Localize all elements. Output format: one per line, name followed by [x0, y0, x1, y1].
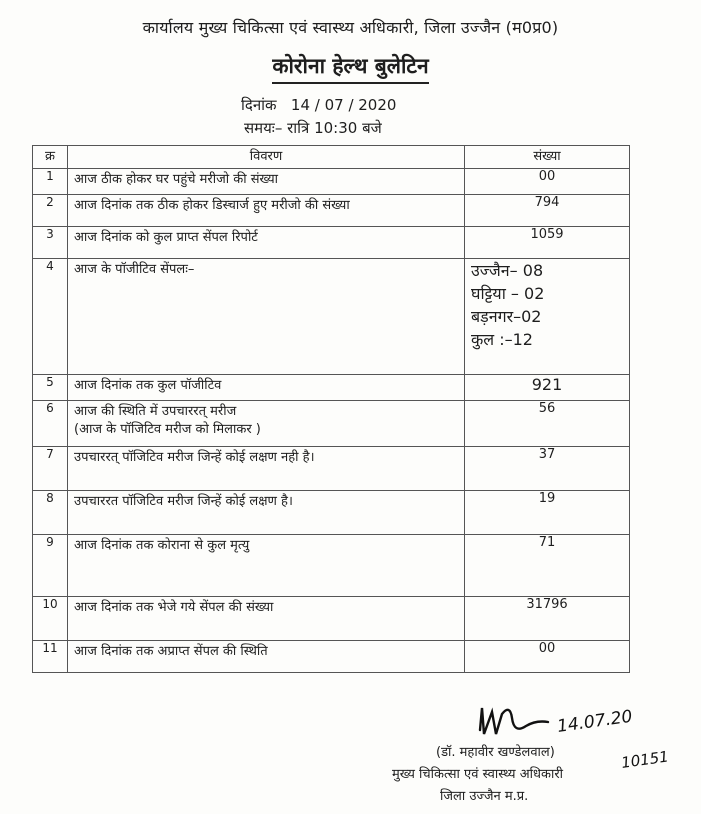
- office-header: कार्यालय मुख्य चिकित्सा एवं स्वास्थ्य अधिकारी, जिला उज्जैन (म0प्र0): [142, 18, 559, 37]
- row-desc: उपचाररत् पॉजिटिव मरीज जिन्हें कोई लक्षण नही है।: [68, 447, 465, 491]
- signature-date: 14.07.20: [555, 706, 634, 737]
- row-value: 56: [465, 401, 630, 447]
- officer-name: (डॉ. महावीर खण्डेलवाल): [436, 745, 555, 760]
- row-desc: आज की स्थिति में उपचाररत् मरीज: [74, 404, 237, 419]
- row-sn: 1: [33, 169, 68, 195]
- table-row: [33, 401, 630, 447]
- table-row: [33, 535, 630, 597]
- table-header-row: [33, 146, 630, 169]
- header-sn: क्र: [33, 146, 68, 169]
- row-value: 00: [465, 641, 630, 673]
- positive-samples-cell: [465, 259, 630, 375]
- sample-total: कुल :–12: [471, 330, 533, 349]
- date-line: [241, 95, 396, 115]
- row-sn: 6: [33, 401, 68, 447]
- row-value: 00: [465, 169, 630, 195]
- row-value: 1059: [465, 227, 630, 259]
- table-row: [33, 227, 630, 259]
- row-value: 794: [465, 195, 630, 227]
- header-desc: विवरण: [68, 146, 465, 169]
- time-label: समयः–: [244, 119, 283, 137]
- row-sn: 9: [33, 535, 68, 597]
- signature-number: 10151: [620, 747, 670, 772]
- row-desc: आज दिनांक तक ठीक होकर डिस्चार्ज हुए मरीजो की संख्या: [68, 195, 465, 227]
- table-row: [33, 597, 630, 641]
- row-sn: 7: [33, 447, 68, 491]
- row-desc: आज दिनांक तक कुल पॉजीटिव: [68, 375, 465, 401]
- row-sn: 5: [33, 375, 68, 401]
- table-row: [33, 195, 630, 227]
- date-label: दिनांक: [241, 96, 277, 114]
- sample-badnagar: बड़नगर–02: [471, 307, 542, 326]
- table-row: [33, 447, 630, 491]
- row-desc: आज दिनांक तक भेजे गये सेंपल की संख्या: [68, 597, 465, 641]
- table-row: [33, 375, 630, 401]
- row-desc: आज दिनांक तक अप्राप्त सेंपल की स्थिति: [68, 641, 465, 673]
- table-row: [33, 491, 630, 535]
- bulletin-table: [32, 145, 630, 673]
- row-sn: 3: [33, 227, 68, 259]
- row-desc-cell: [68, 401, 465, 447]
- row-value: 19: [465, 491, 630, 535]
- row-desc: आज दिनांक को कुल प्राप्त सेंपल रिपोर्ट: [68, 227, 465, 259]
- time-value: रात्रि 10:30 बजे: [287, 119, 382, 137]
- table-row: [33, 169, 630, 195]
- bulletin-title-text: कोरोना हेल्थ बुलेटिन: [272, 52, 428, 84]
- row-desc: आज के पॉजीटिव सेंपलः–: [68, 259, 465, 375]
- officer-location: जिला उज्जैन म.प्र.: [440, 789, 529, 804]
- sample-ghattiya: घट्टिया – 02: [471, 284, 545, 303]
- row-sn: 11: [33, 641, 68, 673]
- row-sn: 4: [33, 259, 68, 375]
- table-row: [33, 259, 630, 375]
- time-line: [244, 118, 382, 138]
- header-value: संख्या: [465, 146, 630, 169]
- row-value: 71: [465, 535, 630, 597]
- row-sn: 2: [33, 195, 68, 227]
- row-desc: उपचाररत पॉजिटिव मरीज जिन्हें कोई लक्षण है।: [68, 491, 465, 535]
- row-value: 921: [465, 375, 630, 401]
- bulletin-title: [0, 52, 701, 84]
- officer-designation: मुख्य चिकित्सा एवं स्वास्थ्य अधिकारी: [392, 767, 564, 782]
- row-value: 37: [465, 447, 630, 491]
- row-desc: आज दिनांक तक कोराना से कुल मृत्यु: [68, 535, 465, 597]
- row-sn: 10: [33, 597, 68, 641]
- table-row: [33, 641, 630, 673]
- row-value: 31796: [465, 597, 630, 641]
- row-desc: आज ठीक होकर घर पहुंचे मरीजो की संख्या: [68, 169, 465, 195]
- date-value: 14 / 07 / 2020: [290, 96, 397, 114]
- row-desc-note: (आज के पॉजिटिव मरीज को मिलाकर ): [74, 422, 261, 437]
- row-sn: 8: [33, 491, 68, 535]
- sample-ujjain: उज्जैन– 08: [471, 261, 544, 280]
